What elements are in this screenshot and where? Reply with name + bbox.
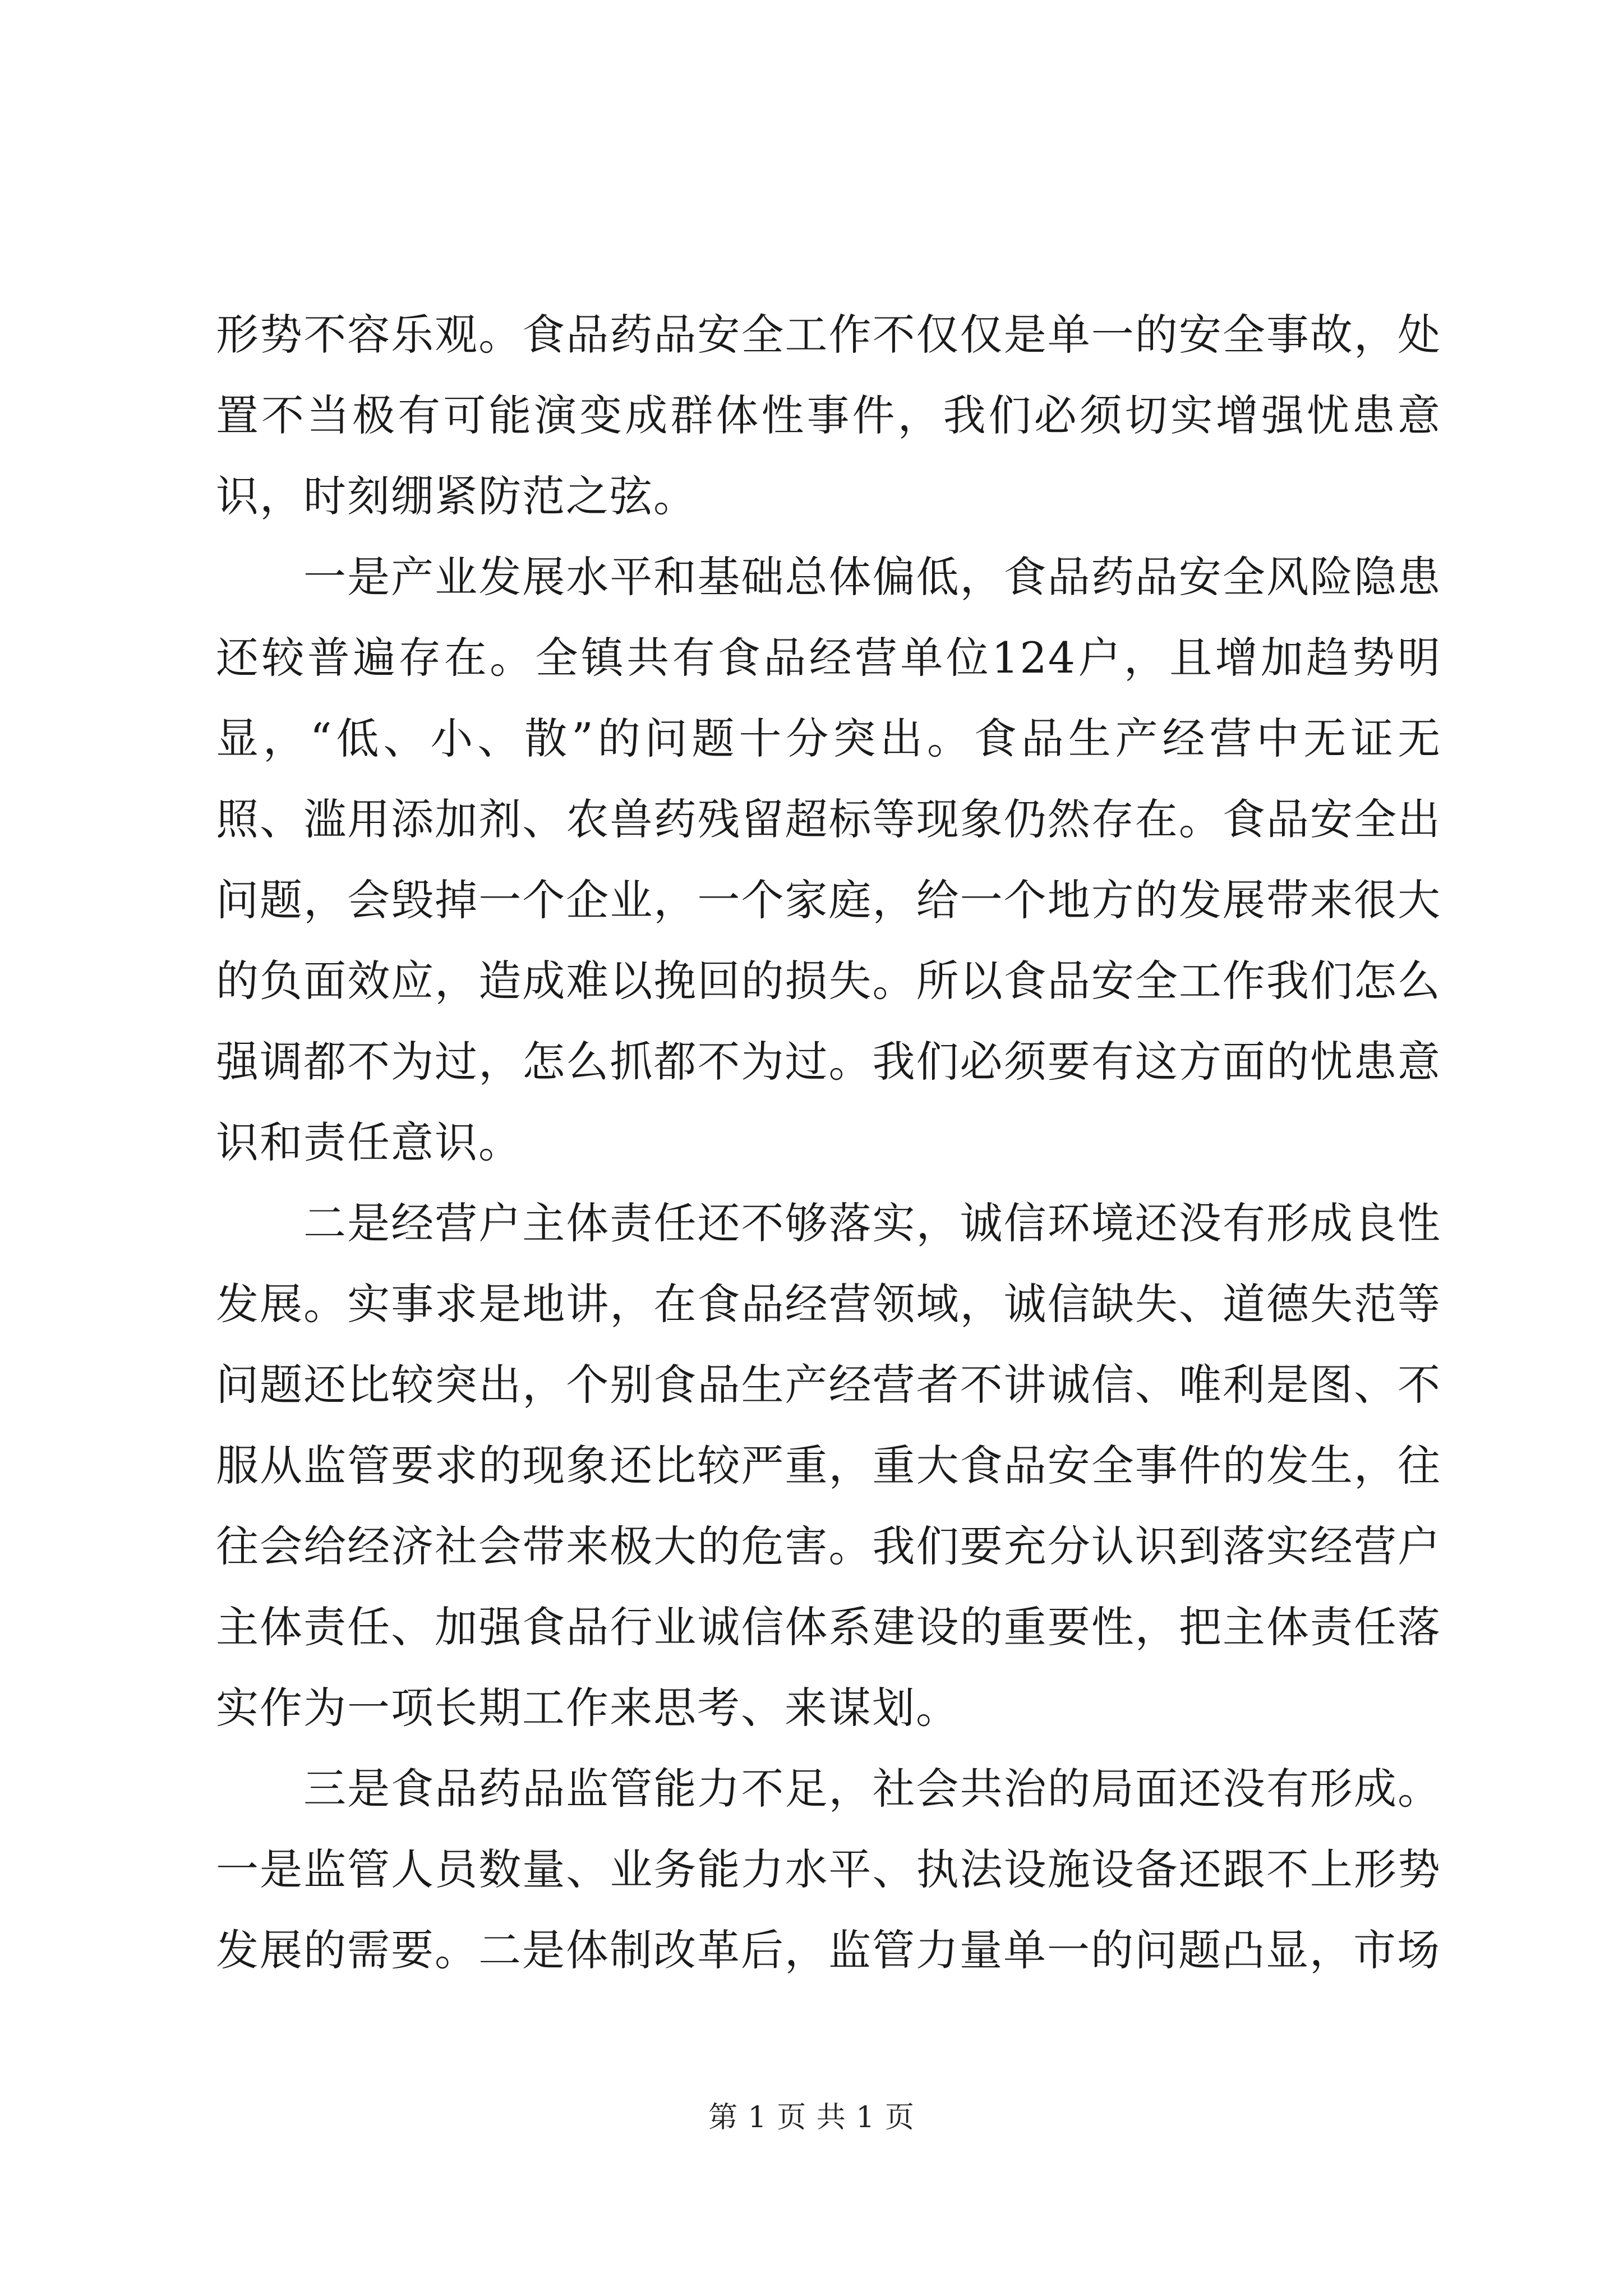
paragraph-point-one: 一是产业发展水平和基础总体偏低，食品药品安全风险隐患还较普遍存在。全镇共有食品经营单位124户，且增加趋势明显，“低、小、散”的问题十分突出。食品生产经营中无证无照、滥用添加剂、农兽药残留超标等现象仍然存在。食品安全出问题，会毁掉一个企业，一个家庭，给一个地方的发展带来很大的负面效应，造成难以挽回的损失。所以食品安全工作我们怎么强调都不为过，怎么抓都不为过。我们必须要有这方面的忧患意识和责任意识。 [216,552,1441,1167]
paragraph-continuation: 形势不容乐观。食品药品安全工作不仅仅是单一的安全事故，处置不当极有可能演变成群体性事件，我们必须切实增强忧患意识，时刻绷紧防范之弦。 [216,310,1441,521]
paragraph-point-two: 二是经营户主体责任还不够落实，诚信环境还没有形成良性发展。实事求是地讲，在食品经营领域，诚信缺失、道德失范等问题还比较突出，个别食品生产经营者不讲诚信、唯利是图、不服从监管要求的现象还比较严重，重大食品安全事件的发生，往往会给经济社会带来极大的危害。我们要充分认识到落实经营户主体责任、加强食品行业诚信体系建设的重要性，把主体责任落实作为一项长期工作来思考、来谋划。 [216,1198,1441,1733]
page-footer: 第 1 页 共 1 页 [708,2101,915,2134]
document-body [216,295,1441,1991]
paragraph-point-three: 三是食品药品监管能力不足，社会共治的局面还没有形成。一是监管人员数量、业务能力水平、执法设施设备还跟不上形势发展的需要。二是体制改革后，监管力量单一的问题凸显，市场 [216,1764,1441,1975]
